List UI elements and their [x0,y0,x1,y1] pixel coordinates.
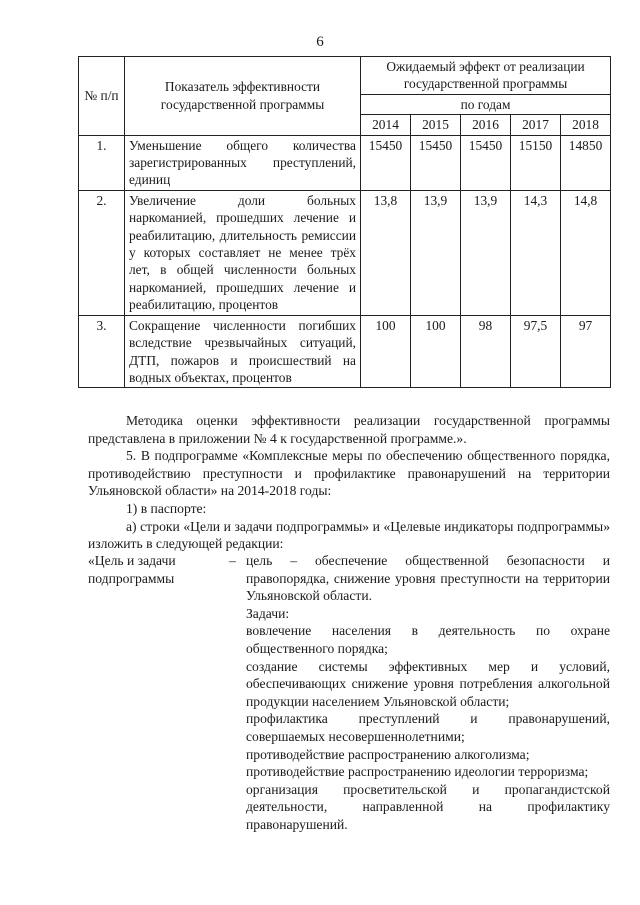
goal-line: создание системы эффективных мер и условий, обеспечивающих снижение уровня потребления алкогольной продукции населением Ульяновской области; [246,658,610,709]
goal-line: организация просветительской и пропагандистской деятельности, направленной на профилактику правонарушений. [246,781,610,832]
goal-line: профилактика преступлений и правонарушений, совершаемых несовершеннолетними; [246,711,610,744]
row-value: 15150 [511,135,561,190]
goal-line: противодействие распространению алкоголизма; [246,746,530,762]
header-by-years: по годам [361,94,611,114]
row-value: 14,3 [511,190,561,315]
row-value: 14,8 [561,190,611,315]
header-year: 2015 [411,115,461,135]
goal-line: цель – обеспечение общественной безопасности и правопорядка, снижение уровня преступности на территории Ульяновской области. [246,553,610,604]
goals-label: «Цель и задачи подпрограммы [88,553,176,586]
row-value: 100 [411,315,461,388]
row-value: 15450 [411,135,461,190]
row-value: 13,9 [461,190,511,315]
header-year: 2017 [511,115,561,135]
table-row [79,315,611,388]
paragraph-methodology: Методика оценки эффективности реализации государственной программы представлена в приложении № 4 к государственной программе.». [88,413,610,446]
table-header-row [79,57,611,95]
row-value: 97 [561,315,611,388]
row-number: 1. [79,135,125,190]
body-text [88,412,610,553]
goal-line: Задачи: [246,605,290,621]
goal-line: противодействие распространению идеологии терроризма; [246,764,589,780]
header-num: № п/п [79,57,125,136]
row-value: 14850 [561,135,611,190]
row-value: 15450 [461,135,511,190]
row-value: 98 [461,315,511,388]
paragraph-item-a: а) строки «Цели и задачи подпрограммы» и «Целевые индикаторы подпрограммы» изложить в следующей редакции: [88,518,610,552]
paragraph-item-5: 5. В подпрограмме «Комплексные меры по обеспечению общественного порядка, противодействию преступности и профилактике правонарушений на территории Ульяновской области» на 2014-2018 годы: [88,448,610,499]
row-indicator: Сокращение численности погибших вследствие чрезвычайных ситуаций, ДТП, пожаров и происшествий на водных объектах, процентов [125,315,361,388]
row-value: 97,5 [511,315,561,388]
row-value: 15450 [361,135,411,190]
row-indicator: Уменьшение общего количества зарегистрированных преступлений, единиц [125,135,361,190]
effectiveness-table [78,56,611,388]
row-number: 3. [79,315,125,388]
header-year: 2014 [361,115,411,135]
row-value: 13,9 [411,190,461,315]
goals-dash: – [229,553,236,568]
goals-content [246,552,610,834]
table-row [79,190,611,315]
row-number: 2. [79,190,125,315]
row-value: 100 [361,315,411,388]
table-row [79,135,611,190]
paragraph-item-1: 1) в паспорте: [126,500,207,516]
goal-line: вовлечение населения в деятельность по охране общественного порядка; [246,623,610,656]
header-year: 2016 [461,115,511,135]
row-value: 13,8 [361,190,411,315]
header-indicator: Показатель эффективности государственной программы [125,57,361,136]
page-number: 6 [316,34,324,50]
row-indicator: Увеличение доли больных наркоманией, прошедших лечение и реабилитацию, длительность ремиссии у которых составляет не менее трёх лет, в общей численности больных наркоманией, прошедших лечение и реабилитацию, процентов [125,190,361,315]
header-year: 2018 [561,115,611,135]
header-effect: Ожидаемый эффект от реализации государственной программы [361,57,611,95]
